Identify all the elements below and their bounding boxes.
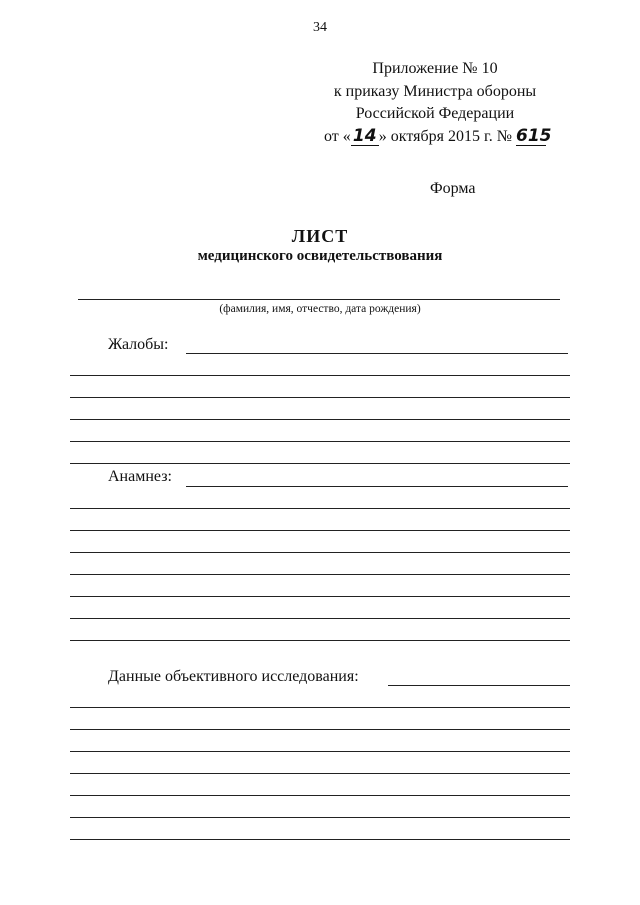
objective-exam-line[interactable] — [388, 685, 570, 686]
date-prefix: от « — [323, 127, 351, 145]
objective-exam-line[interactable] — [70, 729, 570, 730]
anamnesis-line[interactable] — [70, 640, 570, 641]
date-suffix: » октября 2015 г. № — [378, 127, 512, 145]
document-subtitle: медицинского освидетельствования — [197, 248, 443, 264]
appendix-date-line — [300, 126, 570, 149]
name-field-caption: (фамилия, имя, отчество, дата рождения) — [219, 303, 421, 315]
anamnesis-line[interactable] — [70, 552, 570, 553]
complaints-line[interactable] — [186, 353, 568, 354]
anamnesis-line[interactable] — [70, 596, 570, 597]
objective-exam-line[interactable] — [70, 817, 570, 818]
anamnesis-line[interactable] — [70, 618, 570, 619]
objective-exam-line[interactable] — [70, 839, 570, 840]
document-title: ЛИСТ — [291, 226, 349, 246]
complaints-line[interactable] — [70, 375, 570, 376]
anamnesis-label: Анамнез: — [108, 468, 172, 485]
objective-exam-line[interactable] — [70, 795, 570, 796]
objective-exam-line[interactable] — [70, 751, 570, 752]
appendix-header — [300, 58, 570, 148]
objective-exam-label: Данные объективного исследования: — [108, 668, 359, 685]
name-field-line[interactable] — [78, 299, 560, 300]
complaints-label: Жалобы: — [108, 336, 169, 353]
form-label: Форма — [430, 180, 476, 197]
appendix-federation-line: Российской Федерации — [355, 105, 515, 122]
date-day: 14 — [351, 127, 379, 146]
order-number: 615 — [516, 125, 552, 146]
page-number: 34 — [313, 20, 327, 35]
complaints-line[interactable] — [70, 397, 570, 398]
anamnesis-line[interactable] — [186, 486, 568, 487]
anamnesis-line[interactable] — [70, 530, 570, 531]
appendix-order-line: к приказу Министра обороны — [333, 82, 537, 100]
objective-exam-line[interactable] — [70, 773, 570, 774]
complaints-line[interactable] — [70, 463, 570, 464]
appendix-number: Приложение № 10 — [372, 60, 498, 77]
anamnesis-line[interactable] — [70, 574, 570, 575]
objective-exam-line[interactable] — [70, 707, 570, 708]
complaints-line[interactable] — [70, 419, 570, 420]
anamnesis-line[interactable] — [70, 508, 570, 509]
complaints-line[interactable] — [70, 441, 570, 442]
